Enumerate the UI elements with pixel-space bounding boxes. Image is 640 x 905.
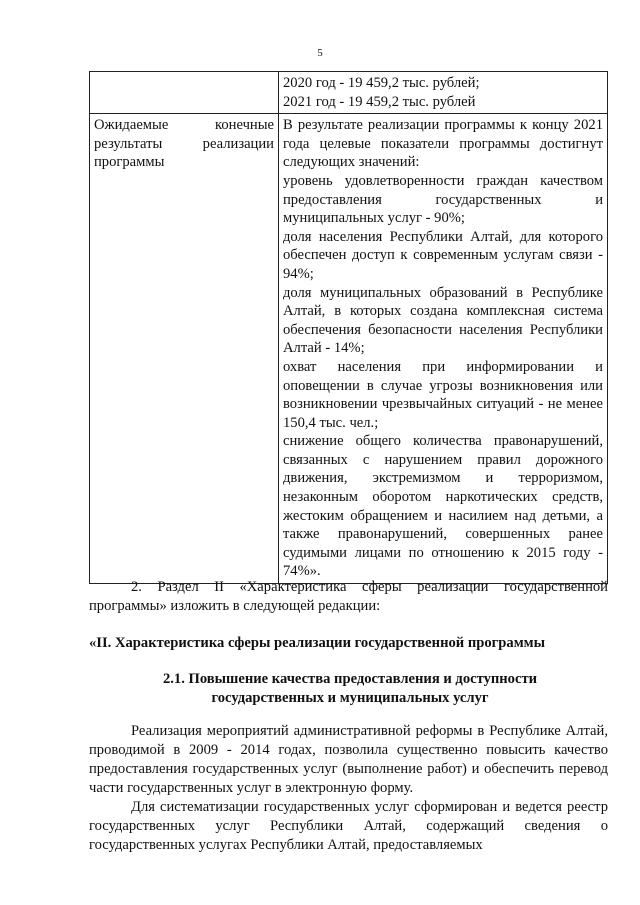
passport-table bbox=[89, 71, 608, 584]
sub-heading: 2.1. Повышение качества предоставления и доступности государственных и муниципальных услуг bbox=[162, 671, 538, 706]
indicator-item: доля населения Республики Алтай, для которого обеспечен доступ к современным услугам связи - 94%; bbox=[283, 228, 603, 282]
indicator-item: уровень удовлетворенности граждан качеством предоставления государственных и муниципальных услуг - 90%; bbox=[283, 172, 603, 227]
expected-results-cell bbox=[279, 114, 608, 584]
indicator-item: охват населения при информировании и оповещении в случае угрозы возникновения или возникновении чрезвычайных ситуаций - не менее 150,4 тыс. чел.; bbox=[283, 358, 603, 431]
funding-line-2020: 2020 год - 19 459,2 тыс. рублей; bbox=[283, 75, 480, 91]
table-row bbox=[90, 72, 608, 114]
funding-cell bbox=[279, 72, 608, 114]
funding-line-2021: 2021 год - 19 459,2 тыс. рублей bbox=[283, 93, 476, 110]
section2-paragraph: 2. Раздел II «Характеристика сферы реализации государственной программы» изложить в следующей редакции: bbox=[89, 579, 608, 614]
indicator-item: снижение общего количества правонарушений, связанных с нарушением правил дорожного движения, экстремизмом и терроризмом, незаконным оборотом наркотических средств, жестоким обращением и насилием над детьми, а также правонарушений, совершенных ранее судимыми лицами по отношению к 2015 году - 74%». bbox=[283, 433, 603, 580]
page-number: 5 bbox=[317, 47, 323, 59]
table-cell-empty bbox=[90, 72, 279, 114]
body-paragraph-2: Для систематизации государственных услуг сформирован и ведется реестр государственных услуг Республики Алтай, содержащий сведения о государственных услугах Республики Алтай, предоставляемых bbox=[89, 799, 608, 853]
indicator-item: доля муниципальных образований в Республике Алтай, в которых создана комплексная система обеспечения безопасности населения Республики Алтай - 14%; bbox=[283, 284, 603, 357]
table-row bbox=[90, 114, 608, 584]
expected-results-intro: В результате реализации программы к концу 2021 года целевые показатели программы достигнут следующих значений: bbox=[283, 117, 603, 171]
main-heading: «II. Характеристика сферы реализации государственной программы bbox=[89, 635, 545, 651]
body-paragraph-1: Реализация мероприятий административной реформы в Республике Алтай, проводимой в 2009 - 2014 годах, позволила существенно повысить качество предоставления государственных услуг (выполнение работ) и обеспечить перевод части государственных услуг в электронную форму. bbox=[89, 723, 608, 796]
expected-results-label: Ожидаемые конечные результаты реализации программы bbox=[90, 114, 279, 584]
